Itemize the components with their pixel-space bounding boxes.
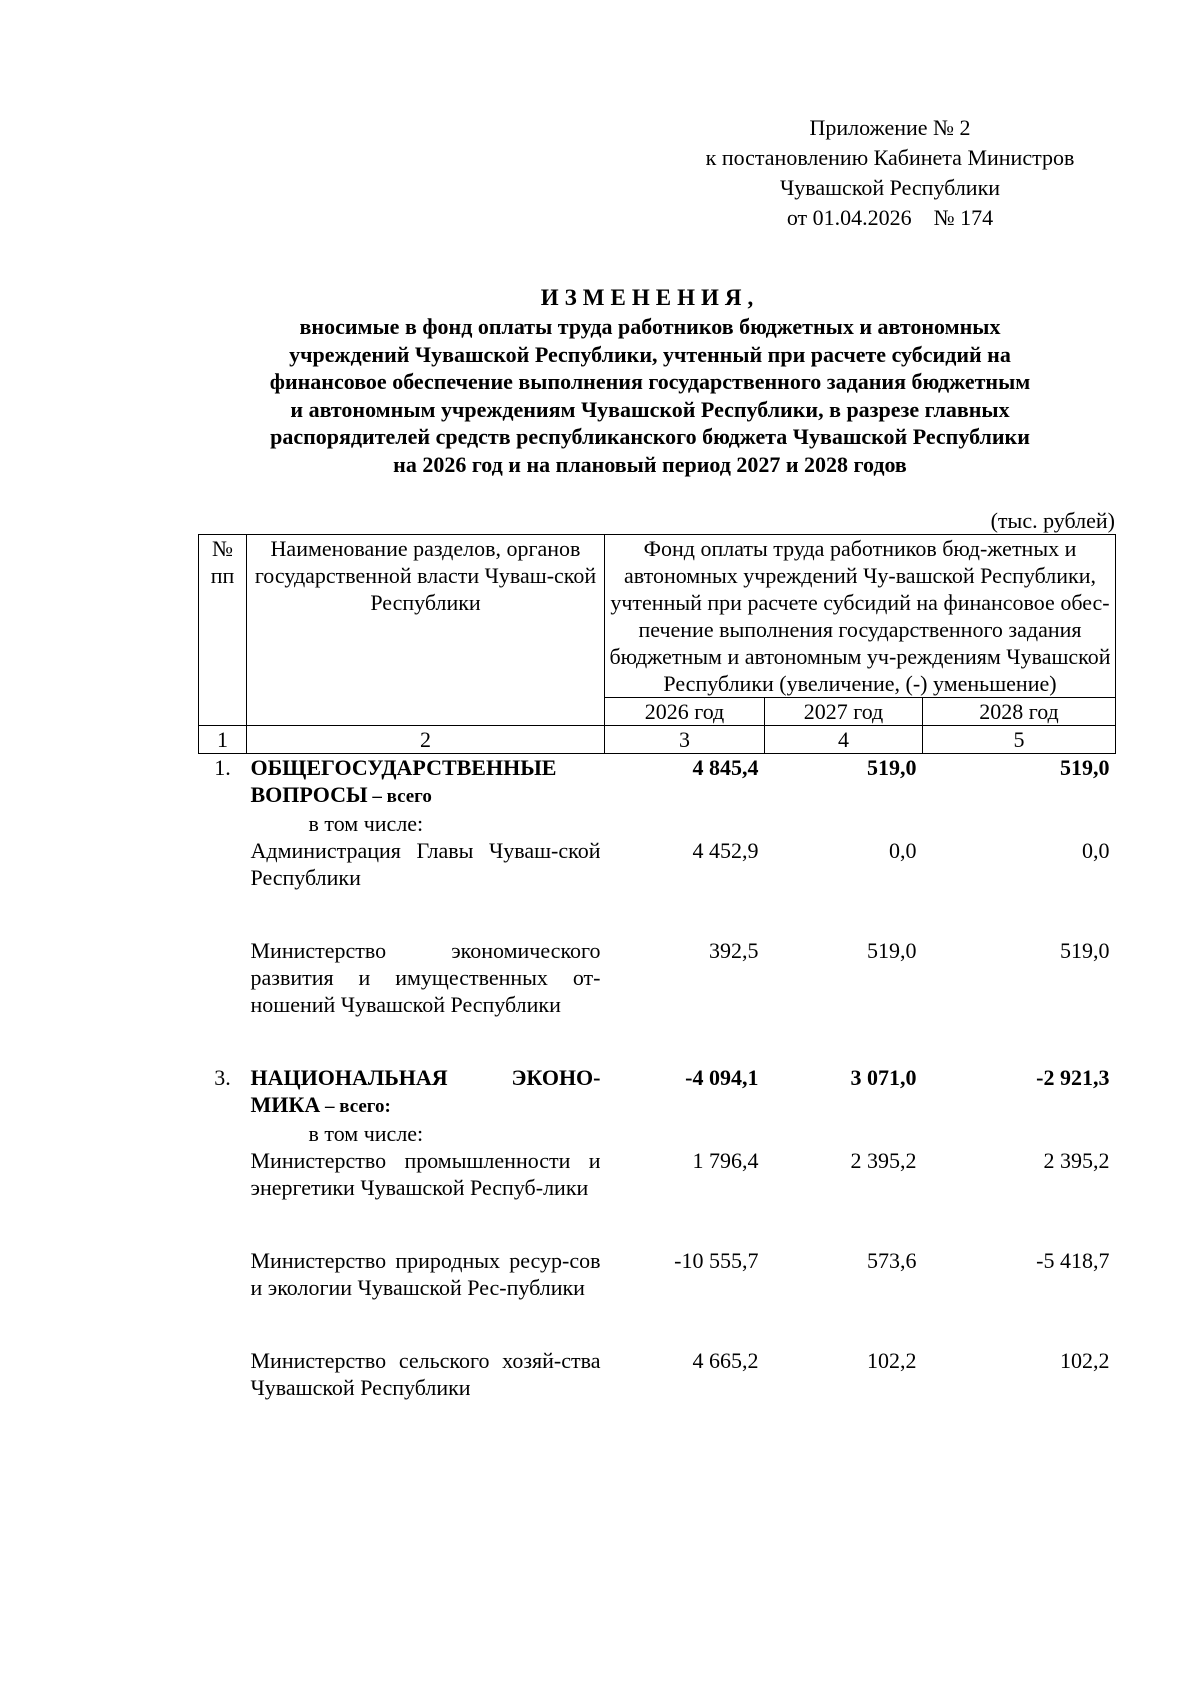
header-number: № пп <box>199 535 247 726</box>
section-value-2026: 4 845,4 <box>692 755 759 780</box>
title-line-5: распорядителей средств республиканского бюджета Чувашской Республики <box>270 424 1030 449</box>
item-value-2027: 573,6 <box>867 1248 917 1273</box>
title-line-6: на 2026 год и на плановый период 2027 и 2028 годов <box>393 451 907 477</box>
section-row <box>199 1064 1116 1120</box>
item-name: Администрация Главы Чуваш-ской Республики <box>250 838 601 890</box>
section-name-caps: ОБЩЕГОСУДАРСТВЕННЫЕ ВОПРОСЫ <box>250 755 557 807</box>
item-value-2027: 102,2 <box>867 1348 917 1373</box>
appendix-date-number: от 01.04.2026 № 174 <box>786 205 994 230</box>
appendix-republic: Чувашской Республики <box>779 175 1001 200</box>
section-name-tail: – всего <box>367 786 432 807</box>
header-fund: Фонд оплаты труда работников бюд-жетных и автономных учреждений Чу-вашской Республики, учтенный при расчете субсидий на финансовое обес-печение выполнения государственного задания бюджетным и автономным уч-реждениям Чувашской Республики (увеличение, (-) уменьшение) <box>605 535 1116 698</box>
header-name: Наименование разделов, органов государственной власти Чуваш-ской Республики <box>247 535 605 726</box>
item-value-2026: 4 665,2 <box>692 1348 759 1373</box>
section-name <box>247 754 605 811</box>
units-label: (тыс. рублей) <box>990 508 1115 533</box>
document-title <box>175 283 1125 478</box>
item-name: Министерство экономического развития и имущественных от-ношений Чувашской Республики <box>250 938 601 1017</box>
section-name <box>247 1064 605 1120</box>
appendix-resolution: к постановлению Кабинета Министров <box>705 145 1075 170</box>
item-name: Министерство промышленности и энергетики Чувашской Респуб-лики <box>250 1148 601 1200</box>
item-value-2027: 2 395,2 <box>850 1148 917 1173</box>
title-line-3: финансовое обеспечение выполнения государственного задания бюджетным <box>269 369 1031 394</box>
section-value-2028: -2 921,3 <box>1036 1065 1110 1090</box>
table-row <box>199 837 1116 911</box>
header-year-2027: 2027 год <box>765 698 923 726</box>
item-value-2027: 0,0 <box>889 838 917 863</box>
item-value-2028: -5 418,7 <box>1036 1248 1110 1273</box>
item-value-2026: 4 452,9 <box>692 838 759 863</box>
item-value-2026: -10 555,7 <box>674 1248 759 1273</box>
table-row <box>199 1147 1116 1221</box>
section-number: 1. <box>214 755 231 780</box>
section-value-2028: 519,0 <box>1060 755 1110 780</box>
table-row <box>199 1247 1116 1321</box>
column-number-3: 3 <box>605 726 765 754</box>
title-main: ИЗМЕНЕНИЯ, <box>540 285 760 310</box>
table-row <box>199 937 1116 1038</box>
section-row <box>199 754 1116 811</box>
appendix-number: Приложение № 2 <box>809 115 971 140</box>
column-number-2: 2 <box>247 726 605 754</box>
changes-table <box>198 534 1116 1421</box>
appendix-header <box>650 113 1130 233</box>
title-line-4: и автономным учреждениям Чувашской Республики, в разрезе главных <box>290 396 1010 422</box>
item-name: Министерство природных ресур-сов и экологии Чувашской Рес-публики <box>250 1248 601 1300</box>
including-label: в том числе: <box>308 1121 424 1146</box>
header-year-2028: 2028 год <box>923 698 1116 726</box>
section-value-2027: 3 071,0 <box>850 1065 917 1090</box>
label-row <box>199 810 1116 837</box>
label-row <box>199 1120 1116 1147</box>
column-number-5: 5 <box>923 726 1116 754</box>
title-line-1: вносимые в фонд оплаты труда работников бюджетных и автономных <box>299 314 1001 339</box>
item-value-2028: 2 395,2 <box>1043 1148 1110 1173</box>
section-name-caps: НАЦИОНАЛЬНАЯ ЭКОНО-МИКА <box>250 1065 601 1117</box>
column-number-4: 4 <box>765 726 923 754</box>
item-name: Министерство сельского хозяй-ства Чувашской Республики <box>250 1348 601 1400</box>
item-value-2027: 519,0 <box>867 938 917 963</box>
item-value-2028: 0,0 <box>1082 838 1110 863</box>
header-year-2026: 2026 год <box>605 698 765 726</box>
section-number: 3. <box>214 1065 231 1090</box>
section-name-tail: – всего: <box>320 1096 391 1117</box>
section-value-2026: -4 094,1 <box>685 1065 759 1090</box>
title-line-2: учреждений Чувашской Республики, учтенный при расчете субсидий на <box>289 341 1011 367</box>
column-number-1: 1 <box>199 726 247 754</box>
section-value-2027: 519,0 <box>867 755 917 780</box>
item-value-2026: 392,5 <box>709 938 759 963</box>
item-value-2028: 102,2 <box>1060 1348 1110 1373</box>
including-label: в том числе: <box>308 811 424 836</box>
item-value-2026: 1 796,4 <box>692 1148 759 1173</box>
table-row <box>199 1347 1116 1421</box>
item-value-2028: 519,0 <box>1060 938 1110 963</box>
